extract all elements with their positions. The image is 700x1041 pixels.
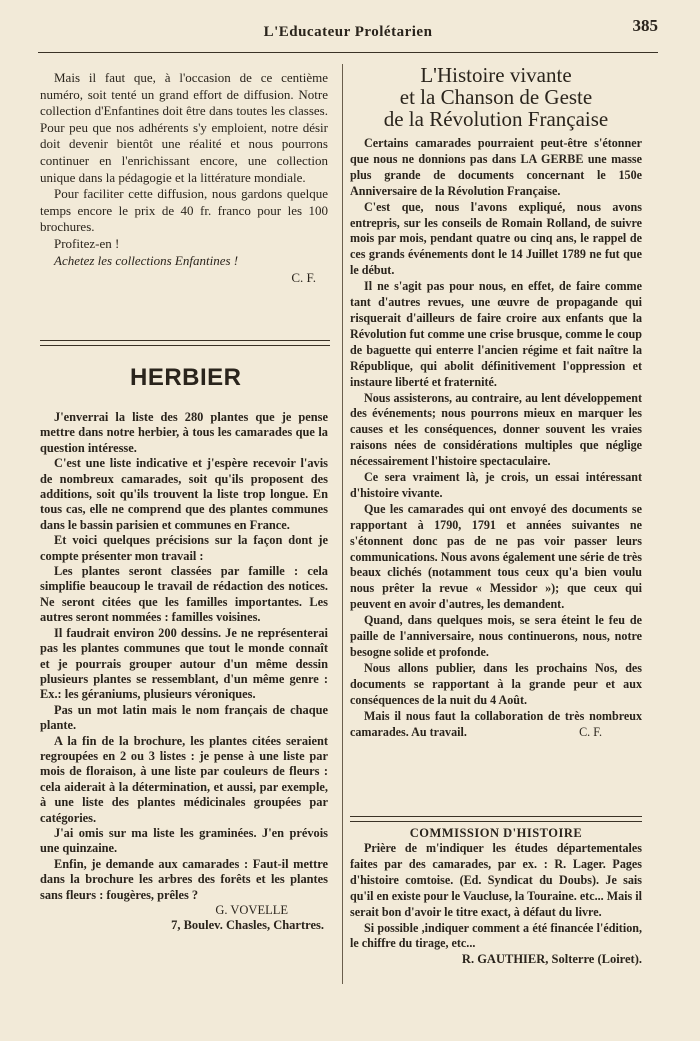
intro-paragraph: Achetez les collections Enfantines ! (54, 252, 239, 268)
intro-paragraph: Mais il faut que, à l'occasion de ce centième numéro, soit tenté un grand effort de diffusion. Notre collection d'Enfantines doit être dans toutes les classes. Pour peu que nos adhérents s'y emploient, notre désir doit devenir bientôt une réalité et nous pourrons continuer en l'enrichissant encore, une collection unique dans la pédagogie et la littérature mondiale. (40, 70, 328, 185)
herbier-signature: G. VOVELLE (215, 903, 288, 917)
history-paragraph: Nous allons publier, dans les prochains Nos, des documents se rapportant à la grande peur et aux conséquences de la nuit du 4 Août. (350, 660, 642, 707)
journal-title: L'Educateur Prolétarien (263, 24, 433, 40)
commission-paragraph: Si possible ,indiquer comment a été financée l'édition, le chiffre du tirage, etc... (350, 920, 642, 951)
herbier-title: HERBIER (130, 364, 242, 391)
column-divider (342, 64, 343, 984)
commission-section (350, 826, 642, 967)
history-closing: Mais il nous faut la collaboration de très nombreux camarades. Au travail. (350, 708, 642, 739)
herbier-paragraph: Pas un mot latin mais le nom français de chaque plante. (40, 702, 328, 733)
herbier-paragraph: Les plantes seront classées par famille : cela simplifie beaucoup le travail de rédaction des notices. Ne seront citées que les familles importantes. Les autres seront nommées : familles voisines. (40, 564, 328, 625)
history-paragraph: Que les camarades qui ont envoyé des documents se rapportant à 1790, 1791 et années suivantes ne s'étonnent donc pas de ne pas voir passer leurs communications. Nous avons également une série de très beaux clichés (notamment tous ceux qu'a bien voulu nous prêter la revue « Messidor »); que ceux qui peuvent en avoir d'autres, les demandent. (350, 501, 642, 612)
history-paragraph: Ce sera vraiment là, je crois, un essai intéressant d'histoire vivante. (350, 470, 642, 500)
herbier-paragraph: Et voici quelques précisions sur la façon dont je compte présenter mon travail : (40, 533, 328, 563)
intro-paragraph: Pour faciliter cette diffusion, nous gardons quelque temps encore le prix de 40 fr. franco pour les 100 brochures. (40, 186, 328, 235)
herbier-address: 7, Boulev. Chasles, Chartres. (171, 918, 324, 932)
history-paragraph: Il ne s'agit pas pour nous, en effet, de faire comme tant d'autres revues, une œuvre de propagande qui risquerait d'ailleurs de faire croire aux enfants que la Révolution fut comme une crise brusque, comme le coup de baguette qui enterre l'ancien régime et fait naître la République, qui abolit définitivement l'oppression et instaure liberté et fraternité. (350, 279, 642, 389)
running-head (38, 14, 658, 54)
intro-paragraph: Profitez-en ! (54, 235, 120, 251)
history-header (350, 64, 642, 130)
herbier-paragraph: C'est une liste indicative et j'espère recevoir l'avis de nombreux camarades, soit qu'ils proposent des additions, soit qu'ils trouvent la liste trop longue. En tous cas, elle ne comprend que des plantes communes dans le bassin parisien et communes en France. (40, 456, 328, 532)
history-title-line: et la Chanson de Geste (399, 85, 593, 109)
left-column (40, 70, 328, 286)
history-paragraph: Certains camarades pourraient peut-être s'étonner que nous ne donnions pas dans LA GERBE une masse plus grande de documents concernant le 150e Anniversaire de la Révolution Française. (350, 136, 642, 198)
commission-title: COMMISSION D'HISTOIRE (409, 826, 583, 840)
right-section-rule (350, 816, 642, 822)
herbier-paragraph: Il faudrait environ 200 dessins. Je ne représenterai pas les plantes communes que tout le monde connaît et je pourrais grouper autour d'un même dessin plusieurs plantes se ressemblant, d'un même genre : Ex.: les géraniums, plusieurs véroniques. (40, 625, 328, 702)
history-paragraph: C'est que, nous l'avons expliqué, nous avons entrepris, sur les conseils de Romain Rolland, de suivre mois par mois, pendant quatre ou cinq ans, le rappel de ces grands événements dont le 14 Juillet 1789 ne fut que le début. (350, 199, 642, 278)
page-number: 385 (632, 16, 658, 35)
double-rule (40, 340, 330, 346)
herbier-paragraph: J'enverrai la liste des 280 plantes que je pense mettre dans notre herbier, à tous les camarades que la question intéresse. (40, 410, 328, 455)
herbier-paragraph: A la fin de la brochure, les plantes citées seraient regroupées en 2 ou 3 listes : je pense à une liste par mois de floraison, à une liste par couleurs de fleurs : cela aiderait à la détermination, et aussi, par exemple, à une liste des plantes médicinales groupées par catégories. (40, 733, 328, 825)
commission-signature: R. GAUTHIER, Solterre (Loiret). (461, 952, 642, 967)
double-rule (350, 816, 642, 822)
history-paragraph: Nous assisterons, au contraire, au lent développement des événements; nous pourrons mieux en marquer les causes et les conséquences, donner souvent les vraies raisons nées de considérations multiples que néglige nécessairement l'histoire spectaculaire. (350, 390, 642, 469)
header-rule (38, 52, 658, 53)
intro-signature: C. F. (291, 270, 316, 286)
history-signature: C. F. (579, 724, 602, 739)
history-paragraph (350, 709, 642, 741)
herbier-section (40, 364, 328, 392)
commission-paragraph: Prière de m'indiquer les études départementales faites par des camarades, par ex. : R. Lager. Pages d'histoire comtoise. (Ed. Syndicat du Doubs). Je sais qu'il en existe pour le Vaucluse, la Touraine. etc... Mais il serait bon d'avoir le titre exact, à défaut du livre. (350, 841, 642, 919)
history-title-line: de la Révolution Française (383, 107, 609, 131)
herbier-paragraph: J'ai omis sur ma liste les graminées. J'en prévois une quinzaine. (40, 825, 328, 856)
history-paragraph: Quand, dans quelques mois, se sera éteint le feu de paille de l'anniversaire, nous continuerons, nous, notre besogne solide et profonde. (350, 613, 642, 659)
herbier-paragraph: Enfin, je demande aux camarades : Faut-il mettre dans la brochure les arbres des forêts et les plantes sans fleurs : fougères, prêles ? (40, 856, 328, 902)
herbier-body (40, 410, 328, 933)
left-section-rule (40, 340, 330, 346)
history-title-line: L'Histoire vivante (420, 63, 572, 87)
history-body (350, 136, 642, 740)
